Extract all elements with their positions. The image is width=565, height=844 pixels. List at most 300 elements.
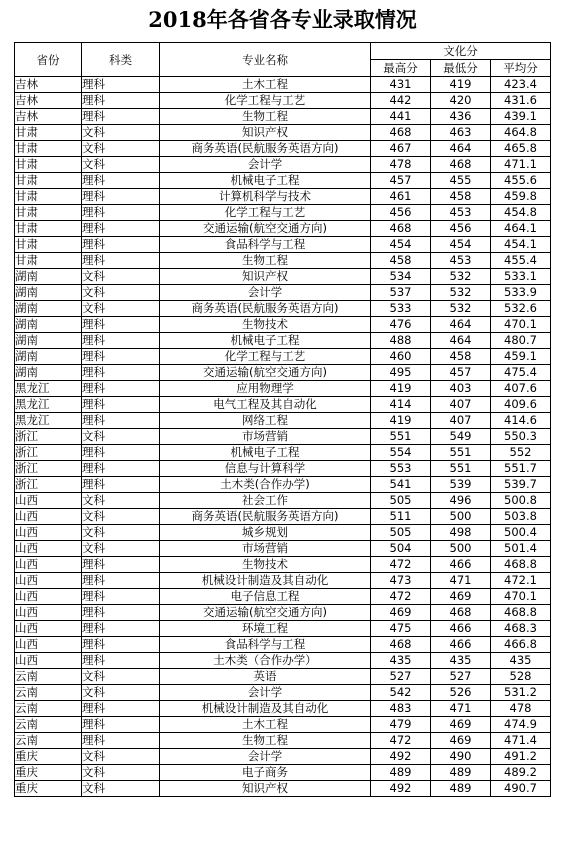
table-row	[15, 749, 551, 765]
table-row	[15, 509, 551, 525]
cell-province: 甘肃	[15, 125, 82, 141]
cell-min-score: 464	[431, 317, 491, 333]
cell-min-score: 407	[431, 413, 491, 429]
cell-min-score: 468	[431, 157, 491, 173]
cell-avg-score: 431.6	[491, 93, 551, 109]
cell-min-score: 532	[431, 285, 491, 301]
table-row	[15, 221, 551, 237]
cell-major: 化学工程与工艺	[160, 205, 371, 221]
cell-province: 山西	[15, 621, 82, 637]
cell-min-score: 468	[431, 605, 491, 621]
cell-major: 城乡规划	[160, 525, 371, 541]
cell-major: 会计学	[160, 285, 371, 301]
table-row	[15, 77, 551, 93]
cell-major: 电气工程及其自动化	[160, 397, 371, 413]
table-header	[15, 43, 551, 77]
cell-province: 重庆	[15, 781, 82, 797]
header-max-score: 最高分	[371, 60, 431, 77]
cell-min-score: 453	[431, 205, 491, 221]
cell-max-score: 472	[371, 557, 431, 573]
cell-province: 云南	[15, 701, 82, 717]
cell-avg-score: 491.2	[491, 749, 551, 765]
cell-category: 文科	[82, 493, 160, 509]
cell-province: 山西	[15, 573, 82, 589]
cell-category: 理科	[82, 477, 160, 493]
cell-major: 会计学	[160, 749, 371, 765]
cell-avg-score: 468.8	[491, 605, 551, 621]
cell-category: 文科	[82, 749, 160, 765]
cell-max-score: 414	[371, 397, 431, 413]
cell-min-score: 551	[431, 445, 491, 461]
cell-max-score: 419	[371, 381, 431, 397]
cell-major: 社会工作	[160, 493, 371, 509]
cell-min-score: 496	[431, 493, 491, 509]
cell-category: 文科	[82, 541, 160, 557]
table-row	[15, 685, 551, 701]
cell-province: 黑龙江	[15, 381, 82, 397]
cell-province: 吉林	[15, 77, 82, 93]
table-row	[15, 413, 551, 429]
cell-major: 化学工程与工艺	[160, 93, 371, 109]
table-row	[15, 253, 551, 269]
cell-province: 湖南	[15, 317, 82, 333]
cell-min-score: 532	[431, 269, 491, 285]
table-row	[15, 381, 551, 397]
cell-max-score: 431	[371, 77, 431, 93]
cell-category: 文科	[82, 125, 160, 141]
table-row	[15, 93, 551, 109]
table-row	[15, 573, 551, 589]
cell-avg-score: 468.8	[491, 557, 551, 573]
table-row	[15, 429, 551, 445]
cell-avg-score: 471.1	[491, 157, 551, 173]
table-row	[15, 109, 551, 125]
cell-province: 甘肃	[15, 157, 82, 173]
cell-province: 山西	[15, 493, 82, 509]
cell-province: 浙江	[15, 477, 82, 493]
header-province: 省份	[15, 43, 82, 77]
cell-avg-score: 464.8	[491, 125, 551, 141]
table-row	[15, 157, 551, 173]
cell-category: 理科	[82, 445, 160, 461]
cell-category: 文科	[82, 429, 160, 445]
cell-province: 甘肃	[15, 173, 82, 189]
cell-avg-score: 470.1	[491, 317, 551, 333]
cell-major: 机械电子工程	[160, 333, 371, 349]
cell-avg-score: 455.4	[491, 253, 551, 269]
cell-avg-score: 531.2	[491, 685, 551, 701]
table-row	[15, 637, 551, 653]
cell-avg-score: 454.8	[491, 205, 551, 221]
cell-max-score: 511	[371, 509, 431, 525]
header-score-group: 文化分	[371, 43, 551, 60]
cell-category: 理科	[82, 381, 160, 397]
cell-avg-score: 474.9	[491, 717, 551, 733]
cell-major: 机械电子工程	[160, 445, 371, 461]
table-row	[15, 173, 551, 189]
table-row	[15, 317, 551, 333]
cell-category: 文科	[82, 669, 160, 685]
table-row	[15, 205, 551, 221]
cell-avg-score: 501.4	[491, 541, 551, 557]
cell-max-score: 458	[371, 253, 431, 269]
cell-province: 湖南	[15, 349, 82, 365]
cell-category: 理科	[82, 653, 160, 669]
cell-major: 交通运输(航空交通方向)	[160, 605, 371, 621]
cell-max-score: 468	[371, 125, 431, 141]
cell-major: 生物工程	[160, 733, 371, 749]
cell-max-score: 505	[371, 525, 431, 541]
cell-min-score: 549	[431, 429, 491, 445]
cell-max-score: 488	[371, 333, 431, 349]
cell-avg-score: 500.4	[491, 525, 551, 541]
cell-max-score: 435	[371, 653, 431, 669]
cell-province: 云南	[15, 717, 82, 733]
table-row	[15, 333, 551, 349]
cell-max-score: 534	[371, 269, 431, 285]
cell-category: 理科	[82, 253, 160, 269]
cell-major: 会计学	[160, 685, 371, 701]
cell-avg-score: 414.6	[491, 413, 551, 429]
cell-avg-score: 470.1	[491, 589, 551, 605]
cell-category: 文科	[82, 269, 160, 285]
cell-min-score: 453	[431, 253, 491, 269]
cell-max-score: 478	[371, 157, 431, 173]
cell-major: 市场营销	[160, 429, 371, 445]
cell-min-score: 469	[431, 589, 491, 605]
cell-province: 甘肃	[15, 253, 82, 269]
cell-province: 湖南	[15, 365, 82, 381]
cell-avg-score: 552	[491, 445, 551, 461]
cell-province: 山西	[15, 509, 82, 525]
cell-avg-score: 533.1	[491, 269, 551, 285]
cell-category: 理科	[82, 77, 160, 93]
cell-min-score: 458	[431, 349, 491, 365]
cell-major: 机械设计制造及其自动化	[160, 573, 371, 589]
cell-province: 甘肃	[15, 205, 82, 221]
cell-province: 云南	[15, 685, 82, 701]
cell-min-score: 526	[431, 685, 491, 701]
header-min-score: 最低分	[431, 60, 491, 77]
cell-province: 重庆	[15, 765, 82, 781]
cell-category: 文科	[82, 525, 160, 541]
cell-avg-score: 472.1	[491, 573, 551, 589]
cell-province: 山西	[15, 541, 82, 557]
cell-category: 文科	[82, 685, 160, 701]
table-row	[15, 541, 551, 557]
cell-max-score: 489	[371, 765, 431, 781]
cell-min-score: 469	[431, 733, 491, 749]
cell-province: 浙江	[15, 461, 82, 477]
cell-category: 理科	[82, 205, 160, 221]
cell-category: 理科	[82, 237, 160, 253]
cell-avg-score: 500.8	[491, 493, 551, 509]
cell-province: 湖南	[15, 269, 82, 285]
table-row	[15, 125, 551, 141]
cell-category: 文科	[82, 141, 160, 157]
cell-min-score: 435	[431, 653, 491, 669]
cell-max-score: 527	[371, 669, 431, 685]
cell-major: 土木类(合作办学)	[160, 477, 371, 493]
cell-major: 市场营销	[160, 541, 371, 557]
cell-province: 山西	[15, 637, 82, 653]
cell-max-score: 483	[371, 701, 431, 717]
cell-province: 甘肃	[15, 237, 82, 253]
cell-category: 理科	[82, 365, 160, 381]
cell-min-score: 458	[431, 189, 491, 205]
cell-major: 环境工程	[160, 621, 371, 637]
cell-major: 电子商务	[160, 765, 371, 781]
cell-province: 重庆	[15, 749, 82, 765]
table-row	[15, 269, 551, 285]
cell-category: 理科	[82, 605, 160, 621]
cell-avg-score: 528	[491, 669, 551, 685]
cell-avg-score: 539.7	[491, 477, 551, 493]
cell-province: 浙江	[15, 429, 82, 445]
table-row	[15, 589, 551, 605]
cell-category: 理科	[82, 637, 160, 653]
cell-province: 黑龙江	[15, 413, 82, 429]
cell-max-score: 475	[371, 621, 431, 637]
cell-major: 计算机科学与技术	[160, 189, 371, 205]
table-row	[15, 669, 551, 685]
cell-max-score: 492	[371, 749, 431, 765]
cell-min-score: 489	[431, 765, 491, 781]
table-row	[15, 477, 551, 493]
table-row	[15, 189, 551, 205]
cell-min-score: 500	[431, 541, 491, 557]
cell-avg-score: 455.6	[491, 173, 551, 189]
cell-category: 理科	[82, 701, 160, 717]
cell-category: 理科	[82, 557, 160, 573]
cell-province: 山西	[15, 589, 82, 605]
cell-avg-score: 454.1	[491, 237, 551, 253]
cell-min-score: 532	[431, 301, 491, 317]
cell-province: 黑龙江	[15, 397, 82, 413]
cell-min-score: 419	[431, 77, 491, 93]
cell-min-score: 455	[431, 173, 491, 189]
cell-max-score: 461	[371, 189, 431, 205]
cell-category: 文科	[82, 765, 160, 781]
cell-province: 甘肃	[15, 141, 82, 157]
cell-min-score: 403	[431, 381, 491, 397]
cell-min-score: 466	[431, 637, 491, 653]
cell-avg-score: 468.3	[491, 621, 551, 637]
cell-major: 电子信息工程	[160, 589, 371, 605]
cell-min-score: 466	[431, 621, 491, 637]
cell-min-score: 471	[431, 573, 491, 589]
cell-max-score: 504	[371, 541, 431, 557]
cell-major: 机械设计制造及其自动化	[160, 701, 371, 717]
cell-major: 土木工程	[160, 77, 371, 93]
cell-category: 理科	[82, 733, 160, 749]
cell-province: 湖南	[15, 301, 82, 317]
cell-province: 山西	[15, 653, 82, 669]
table-row	[15, 141, 551, 157]
cell-min-score: 466	[431, 557, 491, 573]
cell-category: 理科	[82, 109, 160, 125]
cell-major: 生物工程	[160, 109, 371, 125]
cell-avg-score: 459.1	[491, 349, 551, 365]
cell-province: 山西	[15, 557, 82, 573]
cell-max-score: 467	[371, 141, 431, 157]
cell-avg-score: 490.7	[491, 781, 551, 797]
cell-major: 食品科学与工程	[160, 237, 371, 253]
cell-avg-score: 435	[491, 653, 551, 669]
table-row	[15, 301, 551, 317]
header-category: 科类	[82, 43, 160, 77]
cell-max-score: 472	[371, 733, 431, 749]
cell-avg-score: 478	[491, 701, 551, 717]
cell-min-score: 471	[431, 701, 491, 717]
cell-min-score: 436	[431, 109, 491, 125]
cell-min-score: 489	[431, 781, 491, 797]
cell-max-score: 476	[371, 317, 431, 333]
cell-max-score: 492	[371, 781, 431, 797]
table-row	[15, 701, 551, 717]
cell-max-score: 551	[371, 429, 431, 445]
cell-max-score: 533	[371, 301, 431, 317]
table-row	[15, 461, 551, 477]
cell-province: 甘肃	[15, 189, 82, 205]
cell-province: 湖南	[15, 285, 82, 301]
table-row	[15, 653, 551, 669]
cell-province: 吉林	[15, 93, 82, 109]
table-row	[15, 349, 551, 365]
table-row	[15, 397, 551, 413]
cell-major: 会计学	[160, 157, 371, 173]
cell-province: 浙江	[15, 445, 82, 461]
cell-category: 文科	[82, 285, 160, 301]
table-row	[15, 605, 551, 621]
cell-max-score: 468	[371, 637, 431, 653]
header-avg-score: 平均分	[491, 60, 551, 77]
cell-min-score: 464	[431, 141, 491, 157]
cell-avg-score: 475.4	[491, 365, 551, 381]
cell-major: 商务英语(民航服务英语方向)	[160, 301, 371, 317]
cell-max-score: 505	[371, 493, 431, 509]
cell-category: 理科	[82, 317, 160, 333]
cell-min-score: 456	[431, 221, 491, 237]
cell-avg-score: 466.8	[491, 637, 551, 653]
cell-max-score: 442	[371, 93, 431, 109]
table-row	[15, 445, 551, 461]
cell-min-score: 527	[431, 669, 491, 685]
table-row	[15, 717, 551, 733]
cell-category: 文科	[82, 301, 160, 317]
cell-avg-score: 423.4	[491, 77, 551, 93]
table-row	[15, 557, 551, 573]
table-row	[15, 733, 551, 749]
table-row	[15, 621, 551, 637]
cell-avg-score: 550.3	[491, 429, 551, 445]
cell-province: 山西	[15, 525, 82, 541]
cell-category: 理科	[82, 93, 160, 109]
cell-avg-score: 407.6	[491, 381, 551, 397]
cell-min-score: 490	[431, 749, 491, 765]
cell-avg-score: 533.9	[491, 285, 551, 301]
cell-category: 理科	[82, 189, 160, 205]
cell-max-score: 454	[371, 237, 431, 253]
cell-min-score: 463	[431, 125, 491, 141]
cell-min-score: 539	[431, 477, 491, 493]
cell-min-score: 500	[431, 509, 491, 525]
cell-min-score: 457	[431, 365, 491, 381]
cell-major: 土木类（合作办学）	[160, 653, 371, 669]
cell-major: 土木工程	[160, 717, 371, 733]
cell-max-score: 537	[371, 285, 431, 301]
header-major: 专业名称	[160, 43, 371, 77]
cell-category: 理科	[82, 397, 160, 413]
cell-avg-score: 503.8	[491, 509, 551, 525]
cell-max-score: 479	[371, 717, 431, 733]
cell-major: 网络工程	[160, 413, 371, 429]
cell-max-score: 473	[371, 573, 431, 589]
table-row	[15, 365, 551, 381]
cell-min-score: 498	[431, 525, 491, 541]
table-row	[15, 237, 551, 253]
cell-category: 理科	[82, 461, 160, 477]
cell-major: 知识产权	[160, 781, 371, 797]
cell-province: 甘肃	[15, 221, 82, 237]
cell-category: 文科	[82, 781, 160, 797]
cell-major: 生物工程	[160, 253, 371, 269]
cell-min-score: 469	[431, 717, 491, 733]
cell-max-score: 456	[371, 205, 431, 221]
cell-province: 湖南	[15, 333, 82, 349]
cell-avg-score: 459.8	[491, 189, 551, 205]
table-body	[15, 77, 551, 797]
cell-avg-score: 489.2	[491, 765, 551, 781]
cell-major: 交通运输(航空交通方向)	[160, 365, 371, 381]
cell-avg-score: 551.7	[491, 461, 551, 477]
cell-avg-score: 532.6	[491, 301, 551, 317]
cell-major: 应用物理学	[160, 381, 371, 397]
cell-avg-score: 471.4	[491, 733, 551, 749]
table-row	[15, 525, 551, 541]
cell-major: 交通运输(航空交通方向)	[160, 221, 371, 237]
cell-category: 理科	[82, 717, 160, 733]
table-row	[15, 781, 551, 797]
cell-province: 云南	[15, 669, 82, 685]
cell-category: 理科	[82, 333, 160, 349]
cell-max-score: 541	[371, 477, 431, 493]
cell-major: 知识产权	[160, 125, 371, 141]
cell-max-score: 495	[371, 365, 431, 381]
cell-major: 食品科学与工程	[160, 637, 371, 653]
table-row	[15, 765, 551, 781]
cell-major: 商务英语(民航服务英语方向)	[160, 509, 371, 525]
table-row	[15, 285, 551, 301]
cell-min-score: 551	[431, 461, 491, 477]
cell-category: 理科	[82, 573, 160, 589]
cell-avg-score: 464.1	[491, 221, 551, 237]
cell-category: 理科	[82, 221, 160, 237]
cell-max-score: 457	[371, 173, 431, 189]
cell-avg-score: 439.1	[491, 109, 551, 125]
cell-major: 商务英语(民航服务英语方向)	[160, 141, 371, 157]
table-row	[15, 493, 551, 509]
cell-province: 云南	[15, 733, 82, 749]
cell-province: 山西	[15, 605, 82, 621]
cell-avg-score: 409.6	[491, 397, 551, 413]
cell-major: 信息与计算科学	[160, 461, 371, 477]
cell-category: 理科	[82, 589, 160, 605]
cell-max-score: 441	[371, 109, 431, 125]
cell-major: 知识产权	[160, 269, 371, 285]
cell-major: 生物技术	[160, 557, 371, 573]
cell-major: 化学工程与工艺	[160, 349, 371, 365]
